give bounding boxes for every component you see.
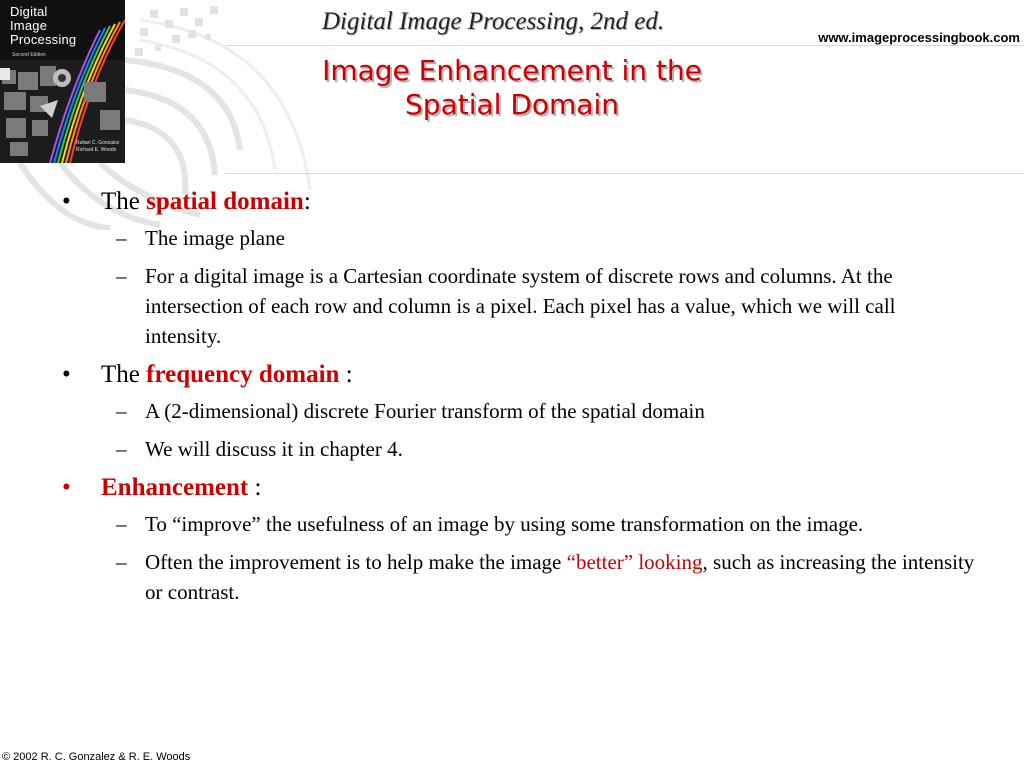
highlight-better-looking: “better” looking [566,550,703,574]
sub-bullet-marker: – [116,264,127,288]
slide-title [230,54,794,122]
book-cover-edition: Second Edition [12,52,46,58]
bullet-marker: • [62,188,71,215]
sub-bullet-text-before: Often the improvement is to help make the image [145,550,567,574]
book-cover-author-1: Rafael C. Gonzalez [76,140,120,146]
sub-bullet-marker: – [116,437,127,461]
copyright-footer: © 2002 R. C. Gonzalez & R. E. Woods [2,751,191,763]
bullet-suffix: : [339,361,353,388]
term-frequency-domain: frequency domain [146,361,340,388]
sub-bullet-text: A (2-dimensional) discrete Fourier transform of the spatial domain [145,399,705,423]
sub-bullet-text: We will discuss it in chapter 4. [145,437,403,461]
sub-bullet-text-after: , such as increasing the intensity or contrast. [145,550,975,604]
bullet-enhancement [56,472,976,503]
book-cover-title-line3: Processing [10,32,77,47]
sub-bullet-text: The image plane [145,226,285,250]
slide-title-line1: Image Enhancement in the [322,54,702,87]
term-enhancement: Enhancement [101,474,249,501]
sub-bullet-text: For a digital image is a Cartesian coordinate system of discrete rows and columns. At the intersection of each row and column is a pixel. Each pixel has a value, which we will call intensity. [145,264,896,348]
sub-bullet-cartesian [56,261,976,351]
book-cover-author-2: Richard E. Woods [76,147,117,153]
header-bottom-rule [225,173,1024,174]
sub-bullet-improve [56,509,976,539]
sub-bullet-marker: – [116,226,127,250]
bullet-marker: • [62,474,71,501]
book-cover-title-line1: Digital [10,4,48,19]
sub-bullet-marker: – [116,550,127,574]
slide-title-line2: Spatial Domain [405,88,619,121]
bullet-prefix: The [101,188,147,215]
header-top-rule [225,45,1024,46]
book-title-header: Digital Image Processing, 2nd ed. [322,8,665,35]
bullet-suffix: : [303,188,311,215]
bullet-spatial-domain [56,186,976,217]
sub-bullet-chapter-4 [56,434,976,464]
sub-bullet-text: To “improve” the usefulness of an image by using some transformation on the image. [145,512,864,536]
bullet-frequency-domain [56,359,976,390]
website-url: www.imageprocessingbook.com [818,30,1020,45]
book-cover-title-line2: Image [10,18,48,33]
book-cover-title [10,5,76,47]
sub-bullet-image-plane [56,223,976,253]
slide-content [56,186,976,615]
bullet-prefix: The [101,361,147,388]
book-cover-image [0,0,125,163]
bullet-suffix: : [248,474,262,501]
sub-bullet-better-looking [56,547,976,607]
sub-bullet-fourier [56,396,976,426]
sub-bullet-marker: – [116,512,127,536]
sub-bullet-marker: – [116,399,127,423]
book-cover-authors [76,140,119,154]
term-spatial-domain: spatial domain [146,188,304,215]
bullet-marker: • [62,361,71,388]
